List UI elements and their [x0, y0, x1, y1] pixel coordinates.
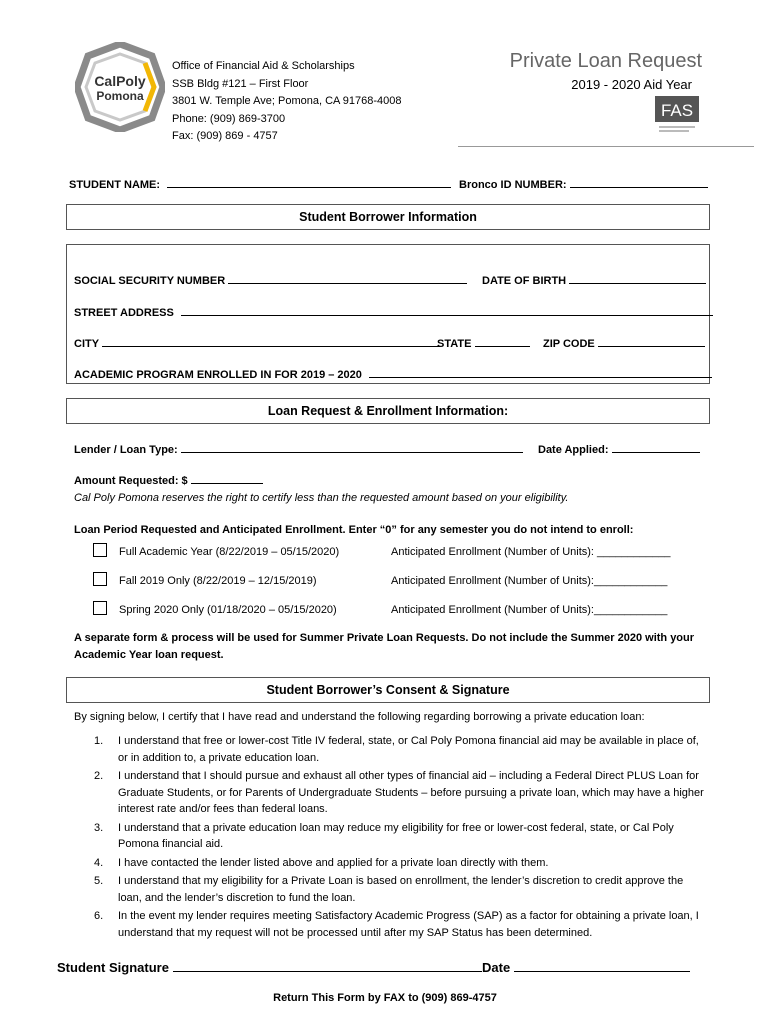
signature-date-input[interactable] — [514, 958, 690, 972]
consent-title: Student Borrower’s Consent & Signature — [66, 677, 710, 703]
office-fax: Fax: (909) 869 - 4757 — [172, 130, 278, 142]
consent-item-number: 5. — [94, 875, 104, 887]
street-label: STREET ADDRESS — [74, 307, 174, 319]
consent-item-text: I have contacted the lender listed above and applied for a private loan directly with them. — [118, 856, 549, 869]
office-address-block — [172, 58, 402, 146]
date-applied-input[interactable] — [612, 441, 700, 453]
office-street: 3801 W. Temple Ave; Pomona, CA 91768-4008 — [172, 95, 402, 107]
signature-date-label: Date — [482, 960, 511, 975]
date-applied-label: Date Applied: — [538, 444, 609, 456]
signature-date-row — [482, 958, 690, 975]
consent-item-number: 2. — [94, 770, 104, 782]
full-year-label: Full Academic Year (8/22/2019 – 05/15/2020) — [119, 546, 340, 558]
loan-request-title: Loan Request & Enrollment Information: — [66, 398, 710, 424]
dob-input[interactable] — [569, 272, 706, 284]
consent-item — [94, 820, 706, 853]
zip-input[interactable] — [598, 335, 705, 347]
fall-enrollment: Anticipated Enrollment (Number of Units):____________ — [391, 575, 668, 587]
amount-input[interactable] — [191, 472, 263, 484]
program-label: ACADEMIC PROGRAM ENROLLED IN FOR 2019 – 2020 — [74, 369, 362, 381]
consent-item — [94, 733, 706, 766]
ssn-row — [74, 272, 467, 287]
dob-row — [482, 272, 706, 287]
bronco-id-label: Bronco ID NUMBER: — [459, 179, 567, 191]
consent-list — [94, 733, 706, 943]
consent-item-text: I understand that free or lower-cost Title IV federal, state, or Cal Poly Pomona financial aid may be available in place of, or in addition to, a private education loan. — [118, 735, 699, 764]
office-building: SSB Bldg #121 – First Floor — [172, 77, 309, 90]
spring-label: Spring 2020 Only (01/18/2020 – 05/15/2020) — [119, 604, 337, 616]
student-name-label: STUDENT NAME: — [69, 179, 161, 191]
signature-label: Student Signature — [57, 960, 169, 975]
zip-row — [543, 335, 705, 350]
consent-item-number: 1. — [94, 735, 104, 747]
city-row — [74, 335, 440, 350]
header-divider — [458, 146, 754, 147]
street-row — [74, 304, 713, 319]
signature-row — [57, 958, 482, 975]
ssn-label: SOCIAL SECURITY NUMBER — [74, 275, 226, 287]
consent-item-text: I understand that I should pursue and exhaust all other types of financial aid – including a Federal Direct PLUS Loan for Graduate Students, or for Parents of Undergraduate Students – before pursuing a private loan, which may have a higher interest rate and/or fees than federal loans. — [118, 770, 704, 815]
student-name-row — [69, 176, 451, 191]
summer-note-line-1: A separate form & process will be used for Summer Private Loan Requests. Do not include the Summer 2020 with your — [74, 632, 695, 644]
bronco-id-row — [459, 176, 708, 191]
office-phone: Phone: (909) 869-3700 — [172, 112, 286, 125]
office-name: Office of Financial Aid & Scholarships — [172, 60, 355, 72]
consent-item-text: I understand that my eligibility for a Private Loan is based on enrollment, the lender’s discretion to credit approve the loan, and the lender’s discretion to fund the loan. — [118, 875, 684, 904]
full-year-checkbox[interactable] — [93, 543, 107, 557]
logo-text-calpoly: CalPoly — [94, 73, 146, 89]
signature-input[interactable] — [173, 958, 482, 972]
fall-label: Fall 2019 Only (8/22/2019 – 12/15/2019) — [119, 575, 317, 587]
spring-enrollment: Anticipated Enrollment (Number of Units):____________ — [391, 604, 668, 616]
spring-checkbox[interactable] — [93, 601, 107, 615]
logo-text-pomona: Pomona — [96, 89, 144, 103]
program-row — [74, 366, 712, 381]
consent-intro: By signing below, I certify that I have read and understand the following regarding borrowing a private education loan: — [74, 711, 645, 723]
aid-year: 2019 - 2020 Aid Year — [571, 77, 692, 92]
fall-checkbox[interactable] — [93, 572, 107, 586]
consent-item — [94, 768, 706, 818]
zip-label: ZIP CODE — [543, 338, 595, 350]
lender-row — [74, 441, 523, 456]
state-input[interactable] — [475, 335, 530, 347]
bronco-id-input[interactable] — [570, 176, 708, 188]
fas-logo — [655, 96, 699, 136]
summer-note-line-2: Academic Year loan request. — [74, 649, 224, 661]
consent-item — [94, 855, 706, 872]
street-input[interactable] — [181, 304, 713, 316]
city-input[interactable] — [102, 335, 440, 347]
date-applied-row — [538, 441, 700, 456]
borrower-info-title: Student Borrower Information — [66, 204, 710, 230]
loan-period-instruction: Loan Period Requested and Anticipated Enrollment. Enter “0” for any semester you do not intend to enroll: — [74, 524, 634, 536]
amount-disclaimer: Cal Poly Pomona reserves the right to certify less than the requested amount based on your eligibility. — [74, 492, 569, 504]
student-name-input[interactable] — [167, 176, 451, 188]
consent-item-number: 3. — [94, 821, 104, 834]
consent-item-number: 4. — [94, 856, 104, 869]
form-title: Private Loan Request — [509, 50, 702, 72]
consent-item — [94, 873, 706, 906]
amount-label: Amount Requested: $ — [74, 475, 188, 487]
dob-label: DATE OF BIRTH — [482, 275, 567, 287]
consent-item-number: 6. — [94, 910, 104, 922]
state-label: STATE — [437, 338, 472, 350]
amount-row — [74, 472, 263, 487]
program-input[interactable] — [369, 366, 712, 378]
cal-poly-pomona-logo — [75, 42, 165, 132]
lender-label: Lender / Loan Type: — [74, 444, 178, 456]
fas-logo-text: FAS — [660, 101, 694, 120]
return-instructions: Return This Form by FAX to (909) 869-4757 — [273, 992, 497, 1004]
consent-item — [94, 908, 706, 941]
state-row — [437, 335, 530, 350]
city-label: CITY — [74, 338, 99, 350]
ssn-input[interactable] — [228, 272, 467, 284]
consent-item-text: In the event my lender requires meeting Satisfactory Academic Progress (SAP) as a factor for obtaining a private loan, I understand that my request will not be processed until after my SAP Status has been determined. — [118, 910, 699, 939]
full-year-enrollment: Anticipated Enrollment (Number of Units): ____________ — [391, 546, 671, 558]
lender-input[interactable] — [181, 441, 523, 453]
consent-item-text: I understand that a private education loan may reduce my eligibility for free or lower-cost federal, state, or Cal Poly Pomona financial aid. — [118, 821, 674, 850]
